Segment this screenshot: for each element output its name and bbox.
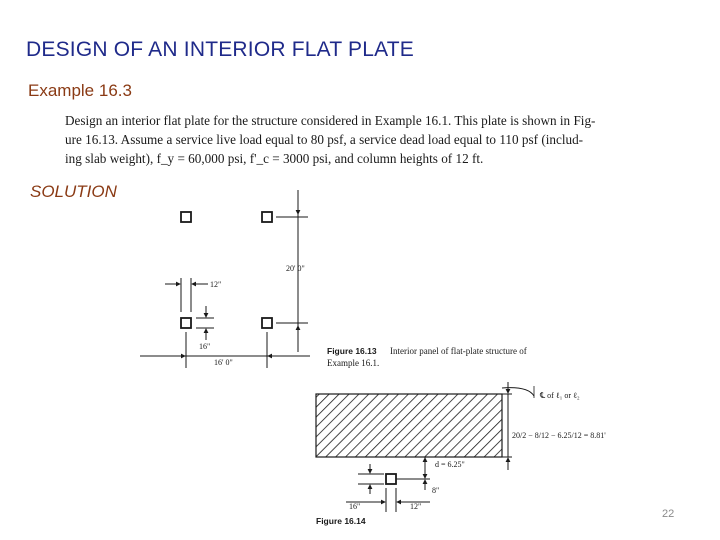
hatched-slab xyxy=(316,394,502,457)
offset-label: 8" xyxy=(432,486,440,495)
effective-depth-label: d = 6.25" xyxy=(435,460,465,469)
clear-span-formula: 20/2 − 8/12 − 6.25/12 = 8.81' xyxy=(512,431,606,440)
column-top-left xyxy=(181,212,191,222)
centerline-label: ℄ of ℓ₁ or ℓ₂ xyxy=(540,391,580,400)
problem-line-1: Design an interior flat plate for the structure considered in Example 16.1. This plate is shown in Fig- xyxy=(65,113,596,128)
figure-16-13-number: Figure 16.13 xyxy=(327,346,377,356)
span-horizontal-label: 16' 0" xyxy=(214,358,233,367)
column-width-label: 12" xyxy=(210,280,222,289)
centerline-leader xyxy=(502,388,534,396)
figure-16-13-caption-line-1: Interior panel of flat-plate structure of xyxy=(390,346,527,356)
page-number: 22 xyxy=(662,508,675,520)
column-bottom-left xyxy=(181,318,191,328)
solution-heading: SOLUTION xyxy=(30,182,117,201)
figure-16-14 xyxy=(316,382,534,512)
problem-line-3: ing slab weight), f_y = 60,000 psi, f'_c = 3000 psi, and column heights of 12 ft. xyxy=(65,151,484,166)
example-heading: Example 16.3 xyxy=(28,81,132,100)
column-width-label-14: 12" xyxy=(410,502,422,511)
column-depth-label: 16" xyxy=(199,342,211,351)
figure-16-13 xyxy=(140,190,310,368)
figure-16-13-caption-line-2: Example 16.1. xyxy=(327,358,380,368)
span-vertical-label: 20' 0" xyxy=(286,264,305,273)
column-section xyxy=(386,474,396,484)
column-top-right xyxy=(262,212,272,222)
figure-16-14-caption: Figure 16.14 xyxy=(316,516,366,526)
problem-line-2: ure 16.13. Assume a service live load equal to 80 psf, a service dead load equal to 110 psf (includ- xyxy=(65,132,584,147)
column-depth-label-14: 16" xyxy=(349,502,361,511)
column-bottom-right xyxy=(262,318,272,328)
slide-title: DESIGN OF AN INTERIOR FLAT PLATE xyxy=(26,38,414,61)
